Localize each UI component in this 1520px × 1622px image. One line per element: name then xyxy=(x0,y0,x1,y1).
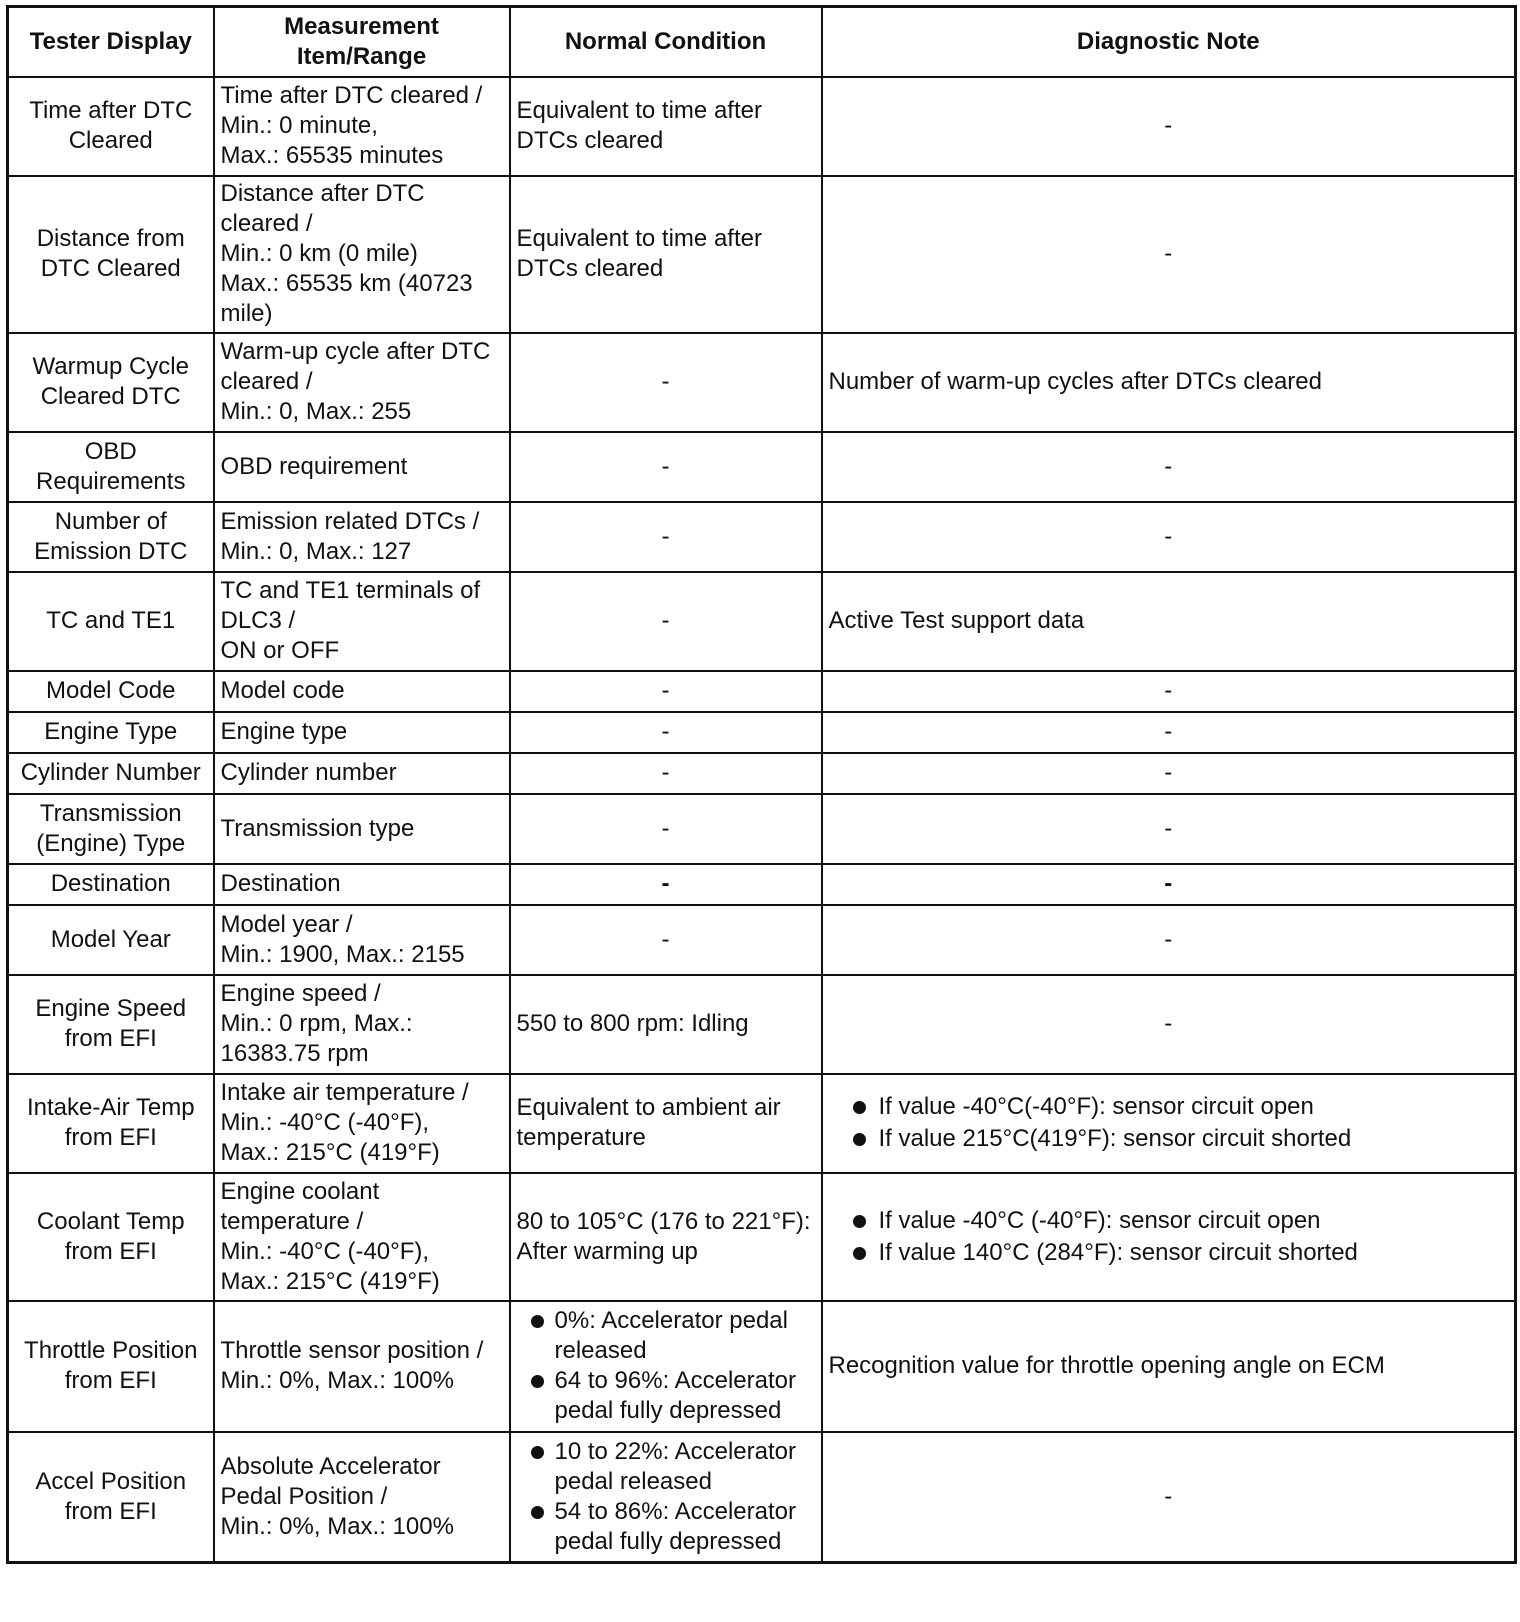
normal-condition-cell: - xyxy=(510,753,822,794)
measurement-line: Intake air temperature / xyxy=(220,1079,469,1106)
table-row xyxy=(8,77,1516,176)
measurement-cell xyxy=(214,572,510,671)
list-item: If value -40°C(-40°F): sensor circuit open xyxy=(829,1092,1509,1122)
measurement-line: Model year / xyxy=(220,910,353,938)
tester-display-cell: Engine Speed from EFI xyxy=(8,975,214,1074)
measurement-line: Absolute Accelerator Pedal Position / xyxy=(220,1452,441,1510)
normal-condition-cell: - xyxy=(510,671,822,712)
table-row xyxy=(8,572,1516,671)
table-row xyxy=(8,176,1516,333)
tester-display-cell: Destination xyxy=(8,864,214,905)
measurement-line: Warm-up cycle after DTC cleared / xyxy=(220,338,491,395)
list-item: If value 140°C (284°F): sensor circuit shorted xyxy=(829,1238,1509,1268)
measurement-cell xyxy=(214,864,510,905)
tester-display-cell: Model Year xyxy=(8,905,214,975)
table-row xyxy=(8,432,1516,502)
table-row xyxy=(8,753,1516,794)
diagnostic-note-cell: - xyxy=(822,753,1516,794)
tester-display-cell: Throttle Position from EFI xyxy=(8,1301,214,1432)
diagnostic-note-cell: - xyxy=(822,864,1516,905)
tester-display-cell: OBD Requirements xyxy=(8,432,214,502)
table-row xyxy=(8,712,1516,753)
normal-condition-cell: Equivalent to time after DTCs cleared xyxy=(510,77,822,176)
normal-condition-cell: - xyxy=(510,572,822,671)
header-normal-condition: Normal Condition xyxy=(510,7,822,77)
measurement-line: OBD requirement xyxy=(220,452,408,480)
data-list-table xyxy=(6,5,1517,1564)
table-row xyxy=(8,975,1516,1074)
list-item: 10 to 22%: Accelerator pedal released xyxy=(517,1437,815,1497)
normal-bullet-list xyxy=(517,1306,815,1426)
tester-display-cell: Intake-Air Temp from EFI xyxy=(8,1074,214,1173)
diagnostic-note-cell: - xyxy=(822,176,1516,333)
measurement-cell xyxy=(214,77,510,176)
diagnostic-note-cell: - xyxy=(822,502,1516,572)
tester-display-cell: TC and TE1 xyxy=(8,572,214,671)
measurement-line: Max.: 65535 minutes xyxy=(220,142,444,169)
measurement-line: Cylinder number xyxy=(220,759,397,786)
measurement-line: Distance after DTC cleared / xyxy=(220,180,425,237)
tester-display-cell: Warmup Cycle Cleared DTC xyxy=(8,333,214,432)
diagnostic-bullet-list xyxy=(829,1206,1509,1268)
measurement-line: Min.: -40°C (-40°F), xyxy=(220,1109,430,1136)
diagnostic-note-cell xyxy=(822,1173,1516,1301)
measurement-line: Engine type xyxy=(220,718,348,745)
normal-condition-cell: 550 to 800 rpm: Idling xyxy=(510,975,822,1074)
measurement-line: TC and TE1 terminals of DLC3 / xyxy=(220,577,481,634)
table-row xyxy=(8,794,1516,864)
measurement-cell xyxy=(214,432,510,502)
diagnostic-note-cell: - xyxy=(822,432,1516,502)
normal-condition-cell: - xyxy=(510,333,822,432)
diagnostic-note-cell: Active Test support data xyxy=(822,572,1516,671)
measurement-line: Model code xyxy=(220,677,345,704)
page xyxy=(6,5,1514,1564)
table-row xyxy=(8,671,1516,712)
normal-condition-cell: - xyxy=(510,502,822,572)
measurement-line: Min.: 0%, Max.: 100% xyxy=(220,1512,454,1540)
diagnostic-note-cell: - xyxy=(822,794,1516,864)
tester-display-cell: Accel Position from EFI xyxy=(8,1432,214,1563)
table-row xyxy=(8,864,1516,905)
tester-display-cell: Time after DTC Cleared xyxy=(8,77,214,176)
list-item: 64 to 96%: Accelerator pedal fully depressed xyxy=(517,1366,815,1426)
normal-condition-cell: 80 to 105°C (176 to 221°F): After warming up xyxy=(510,1173,822,1301)
measurement-cell xyxy=(214,1432,510,1563)
header-tester-display: Tester Display xyxy=(8,7,214,77)
measurement-cell xyxy=(214,975,510,1074)
diagnostic-bullet-list xyxy=(829,1092,1509,1154)
measurement-cell xyxy=(214,753,510,794)
list-item: If value -40°C (-40°F): sensor circuit open xyxy=(829,1206,1509,1236)
measurement-cell xyxy=(214,712,510,753)
normal-bullet-list xyxy=(517,1437,815,1557)
measurement-cell xyxy=(214,905,510,975)
measurement-line: Engine coolant temperature / xyxy=(220,1177,380,1235)
measurement-line: Min.: 0, Max.: 255 xyxy=(220,398,412,425)
measurement-line: Throttle sensor position / xyxy=(220,1337,484,1364)
measurement-cell xyxy=(214,794,510,864)
table-row xyxy=(8,1074,1516,1173)
table-row xyxy=(8,1173,1516,1301)
measurement-line: Transmission type xyxy=(220,814,415,842)
list-item: 0%: Accelerator pedal released xyxy=(517,1306,815,1366)
tester-display-cell: Transmission (Engine) Type xyxy=(8,794,214,864)
diagnostic-note-cell: - xyxy=(822,671,1516,712)
normal-condition-cell: - xyxy=(510,712,822,753)
table-row xyxy=(8,333,1516,432)
normal-condition-cell: - xyxy=(510,905,822,975)
measurement-line: Destination xyxy=(220,870,341,897)
diagnostic-note-cell: Recognition value for throttle opening angle on ECM xyxy=(822,1301,1516,1432)
measurement-line: Min.: 1900, Max.: 2155 xyxy=(220,940,465,968)
table-row xyxy=(8,905,1516,975)
diagnostic-note-cell: - xyxy=(822,905,1516,975)
diagnostic-note-cell xyxy=(822,1074,1516,1173)
header-diagnostic-note: Diagnostic Note xyxy=(822,7,1516,77)
measurement-line: Min.: 0 minute, xyxy=(220,112,378,139)
diagnostic-note-cell: Number of warm-up cycles after DTCs cleared xyxy=(822,333,1516,432)
measurement-cell xyxy=(214,1074,510,1173)
diagnostic-note-cell: - xyxy=(822,712,1516,753)
measurement-line: Min.: 0 rpm, Max.: 16383.75 rpm xyxy=(220,1010,413,1067)
measurement-line: Min.: 0%, Max.: 100% xyxy=(220,1367,454,1394)
diagnostic-note-cell: - xyxy=(822,975,1516,1074)
measurement-cell xyxy=(214,333,510,432)
measurement-line: Min.: 0 km (0 mile) xyxy=(220,240,418,267)
measurement-line: Max.: 215°C (419°F) xyxy=(220,1267,440,1295)
measurement-line: Min.: 0, Max.: 127 xyxy=(220,537,412,565)
measurement-line: Time after DTC cleared / xyxy=(220,82,483,109)
measurement-line: Max.: 215°C (419°F) xyxy=(220,1139,440,1166)
normal-condition-cell: - xyxy=(510,794,822,864)
list-item: 54 to 86%: Accelerator pedal fully depressed xyxy=(517,1497,815,1557)
list-item: If value 215°C(419°F): sensor circuit shorted xyxy=(829,1124,1509,1154)
tester-display-cell: Distance from DTC Cleared xyxy=(8,176,214,333)
measurement-cell xyxy=(214,1301,510,1432)
normal-condition-cell: Equivalent to time after DTCs cleared xyxy=(510,176,822,333)
table-row xyxy=(8,1432,1516,1563)
tester-display-cell: Model Code xyxy=(8,671,214,712)
measurement-line: ON or OFF xyxy=(220,637,340,664)
measurement-line: Max.: 65535 km (40723 mile) xyxy=(220,270,473,327)
diagnostic-note-cell: - xyxy=(822,77,1516,176)
measurement-line: Engine speed / xyxy=(220,980,381,1007)
table-row xyxy=(8,1301,1516,1432)
table-row xyxy=(8,502,1516,572)
normal-condition-cell xyxy=(510,1301,822,1432)
measurement-cell xyxy=(214,671,510,712)
diagnostic-note-cell: - xyxy=(822,1432,1516,1563)
table-header-row xyxy=(8,7,1516,77)
measurement-cell xyxy=(214,176,510,333)
measurement-line: Emission related DTCs / xyxy=(220,507,480,535)
normal-condition-cell xyxy=(510,1432,822,1563)
tester-display-cell: Coolant Temp from EFI xyxy=(8,1173,214,1301)
tester-display-cell: Engine Type xyxy=(8,712,214,753)
tester-display-cell: Cylinder Number xyxy=(8,753,214,794)
tester-display-cell: Number of Emission DTC xyxy=(8,502,214,572)
measurement-line: Min.: -40°C (-40°F), xyxy=(220,1237,430,1265)
normal-condition-cell: - xyxy=(510,432,822,502)
normal-condition-cell: Equivalent to ambient air temperature xyxy=(510,1074,822,1173)
measurement-cell xyxy=(214,1173,510,1301)
header-measurement: Measurement Item/Range xyxy=(214,7,510,77)
normal-condition-cell: - xyxy=(510,864,822,905)
measurement-cell xyxy=(214,502,510,572)
